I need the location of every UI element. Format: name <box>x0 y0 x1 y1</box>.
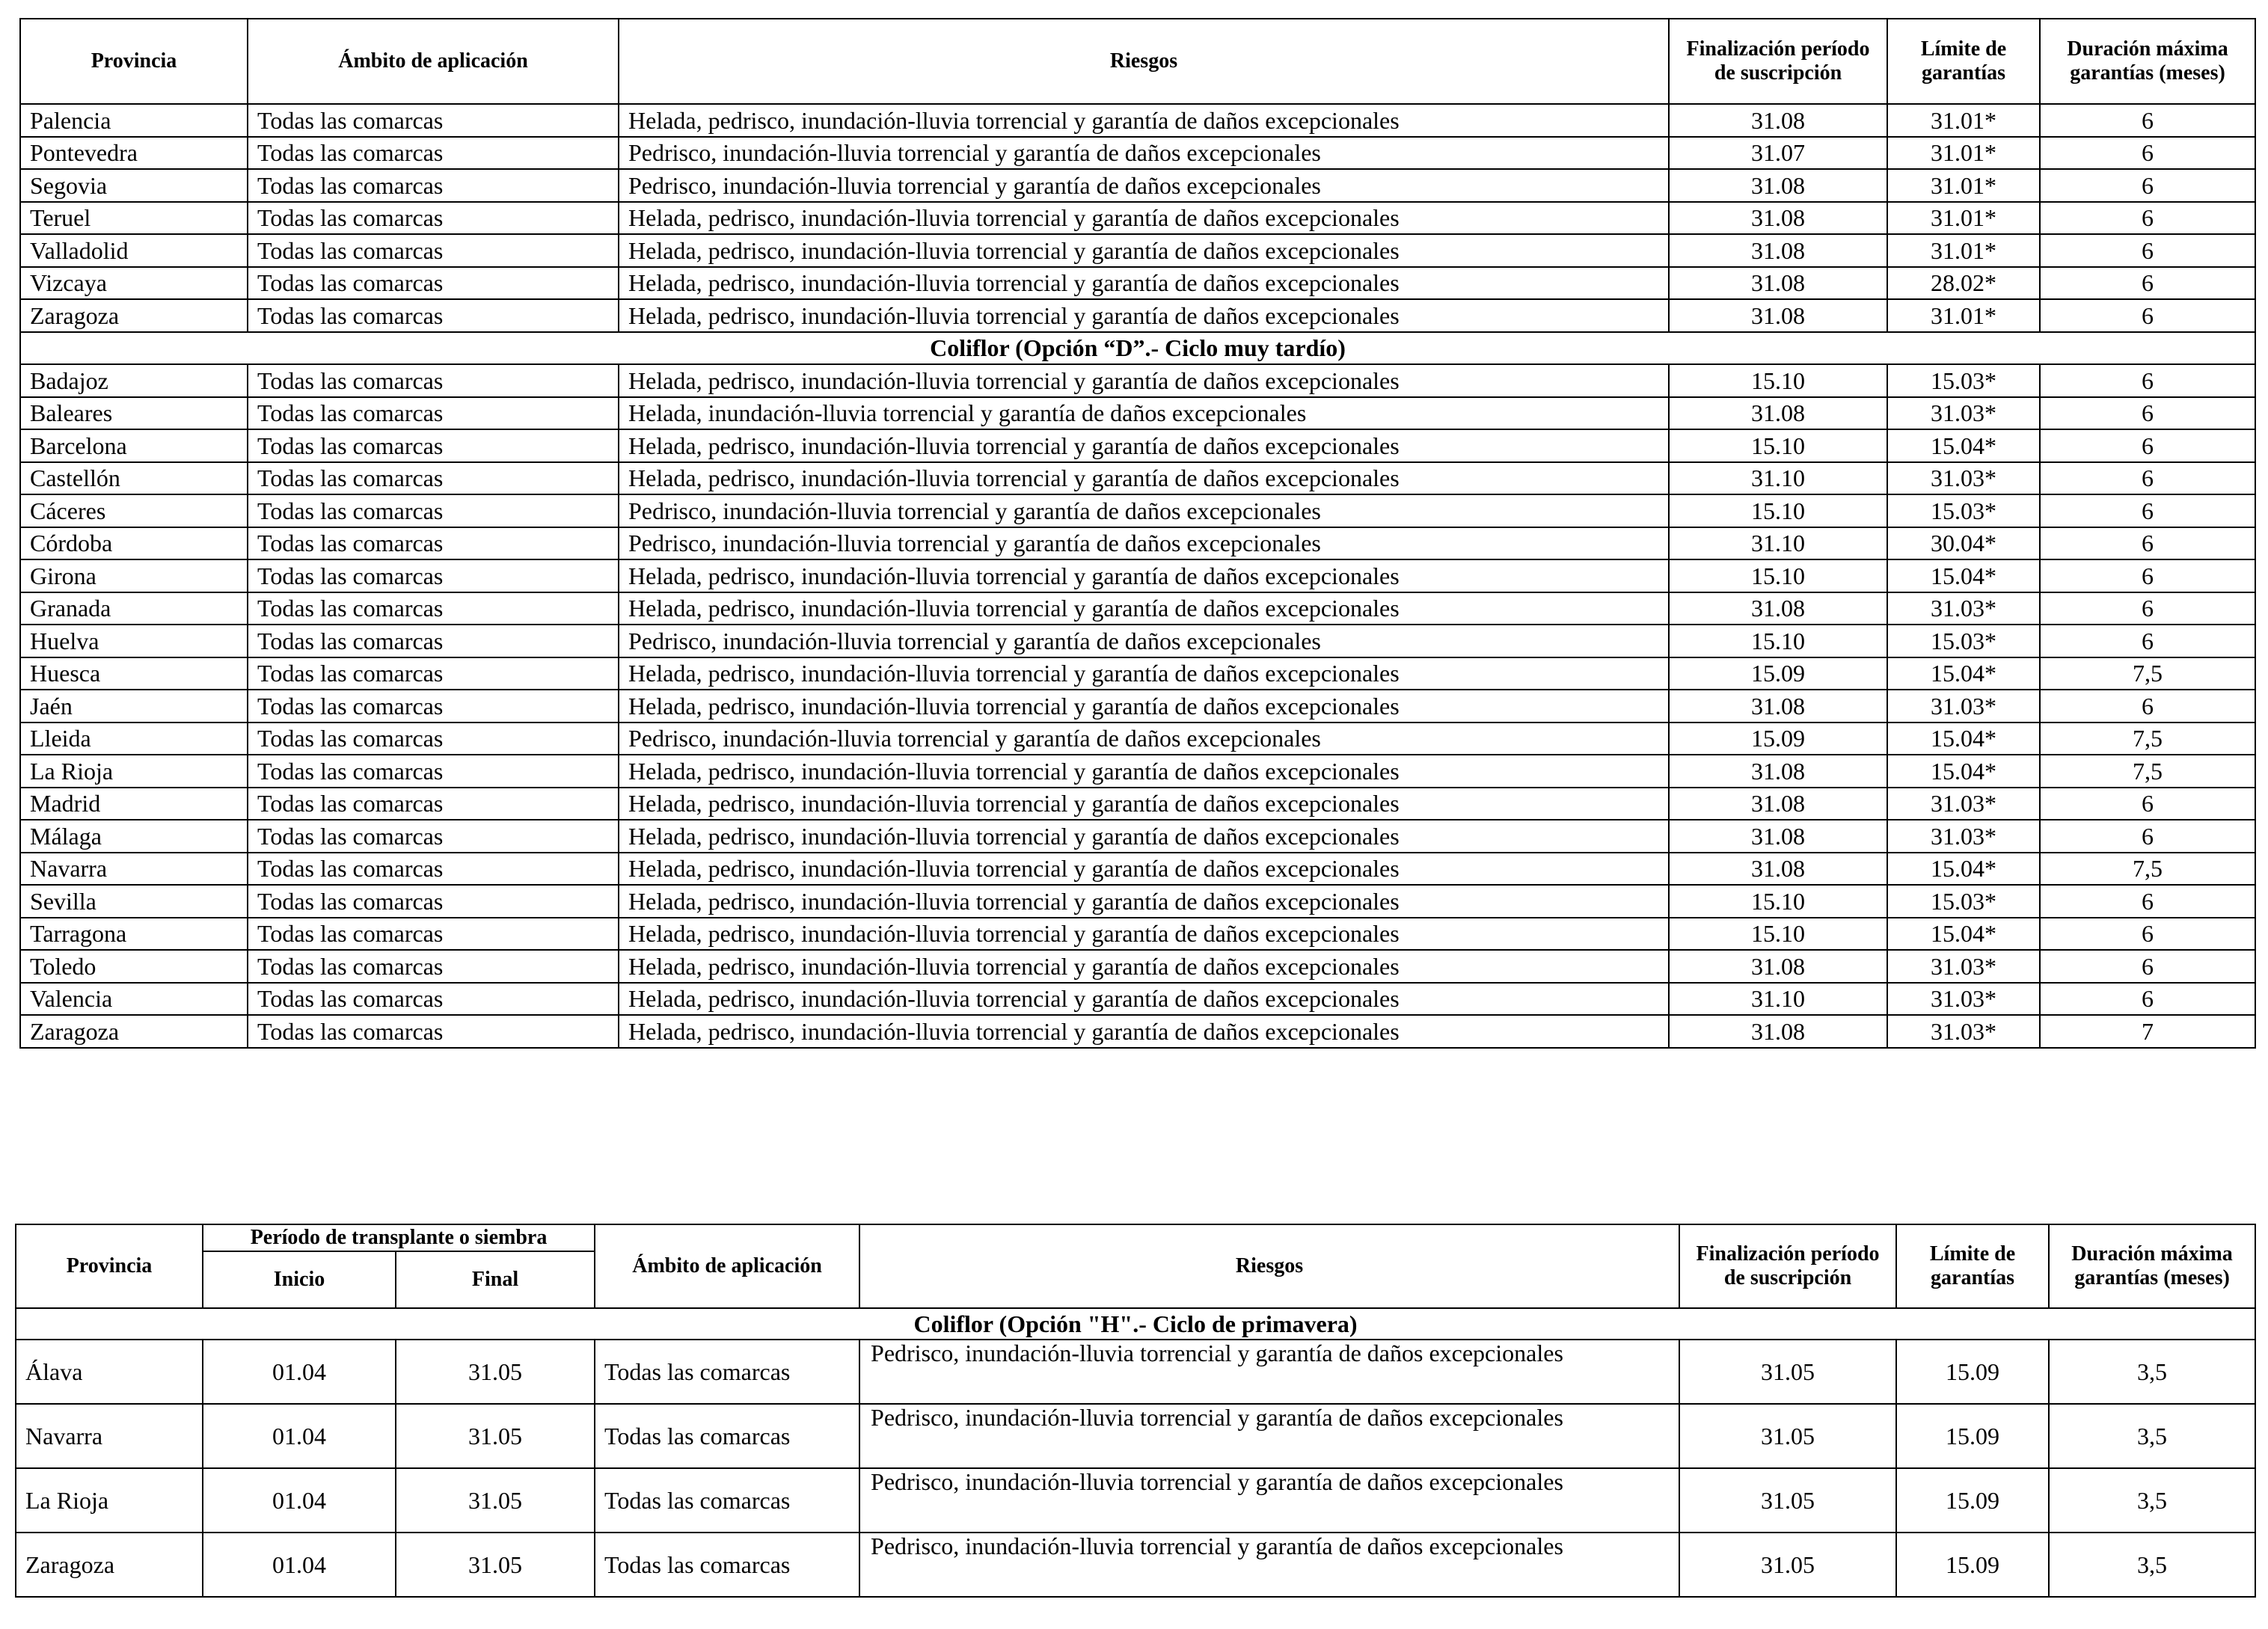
duracion-cell: 6 <box>2040 494 2255 527</box>
riesgos-cell: Pedrisco, inundación-lluvia torrencial y garantía de daños excepcionales <box>859 1468 1679 1533</box>
duracion-cell: 6 <box>2040 820 2255 853</box>
finalizacion-cell: 15.10 <box>1669 494 1887 527</box>
duracion-cell: 3,5 <box>2049 1533 2255 1597</box>
header-ambito: Ámbito de aplicación <box>248 19 619 104</box>
provincia-cell: Valladolid <box>20 234 248 267</box>
ambito-cell: Todas las comarcas <box>248 755 619 788</box>
ambito-cell: Todas las comarcas <box>248 462 619 495</box>
finalizacion-cell: 31.08 <box>1669 104 1887 137</box>
riesgos-cell: Helada, pedrisco, inundación-lluvia torrencial y garantía de daños excepcionales <box>619 202 1669 235</box>
provincia-cell: Badajoz <box>20 364 248 397</box>
provincia-cell: Huelva <box>20 625 248 657</box>
provincia-cell: Málaga <box>20 820 248 853</box>
table-row <box>20 853 2255 886</box>
finalizacion-cell: 31.08 <box>1669 202 1887 235</box>
provincia-cell: Barcelona <box>20 429 248 462</box>
provincia-cell: Toledo <box>20 950 248 983</box>
section-row <box>20 332 2255 365</box>
riesgos-cell: Helada, pedrisco, inundación-lluvia torrencial y garantía de daños excepcionales <box>619 918 1669 951</box>
duracion-cell: 6 <box>2040 364 2255 397</box>
limite-cell: 31.03* <box>1887 690 2040 723</box>
riesgos-cell: Helada, pedrisco, inundación-lluvia torrencial y garantía de daños excepcionales <box>619 690 1669 723</box>
header-finalizacion: Finalización período de suscripción <box>1679 1224 1896 1308</box>
finalizacion-cell: 31.05 <box>1679 1404 1896 1468</box>
finalizacion-cell: 31.08 <box>1669 820 1887 853</box>
header-finalizacion: Finalización período de suscripción <box>1669 19 1887 104</box>
ambito-cell: Todas las comarcas <box>248 527 619 560</box>
finalizacion-cell: 15.10 <box>1669 918 1887 951</box>
provincia-cell: Teruel <box>20 202 248 235</box>
provincia-cell: Baleares <box>20 397 248 430</box>
finalizacion-cell: 31.08 <box>1669 169 1887 202</box>
header-inicio: Inicio <box>203 1251 396 1308</box>
finalizacion-cell: 15.10 <box>1669 364 1887 397</box>
ambito-cell: Todas las comarcas <box>248 202 619 235</box>
ambito-cell: Todas las comarcas <box>248 657 619 690</box>
finalizacion-cell: 31.10 <box>1669 462 1887 495</box>
limite-cell: 28.02* <box>1887 267 2040 300</box>
header-provincia: Provincia <box>16 1224 203 1308</box>
table-row <box>20 137 2255 170</box>
table-row <box>20 723 2255 755</box>
duracion-cell: 6 <box>2040 983 2255 1016</box>
table-row <box>20 299 2255 332</box>
provincia-cell: Castellón <box>20 462 248 495</box>
riesgos-cell: Helada, pedrisco, inundación-lluvia torrencial y garantía de daños excepcionales <box>619 234 1669 267</box>
table-row <box>20 755 2255 788</box>
table-row <box>16 1468 2255 1533</box>
table-row <box>16 1533 2255 1597</box>
duracion-cell: 7,5 <box>2040 723 2255 755</box>
table-row <box>20 267 2255 300</box>
finalizacion-cell: 31.08 <box>1669 234 1887 267</box>
limite-cell: 31.01* <box>1887 299 2040 332</box>
provincia-cell: Zaragoza <box>20 299 248 332</box>
inicio-cell: 01.04 <box>203 1404 396 1468</box>
insurance-table-d <box>19 18 2256 1049</box>
header-duracion: Duración máxima garantías (meses) <box>2040 19 2255 104</box>
table-row <box>16 1340 2255 1404</box>
limite-cell: 15.09 <box>1896 1404 2049 1468</box>
table-row <box>20 494 2255 527</box>
riesgos-cell: Helada, pedrisco, inundación-lluvia torrencial y garantía de daños excepcionales <box>619 267 1669 300</box>
duracion-cell: 7,5 <box>2040 657 2255 690</box>
provincia-cell: Lleida <box>20 723 248 755</box>
duracion-cell: 6 <box>2040 788 2255 820</box>
riesgos-cell: Helada, pedrisco, inundación-lluvia torrencial y garantía de daños excepcionales <box>619 592 1669 625</box>
duracion-cell: 6 <box>2040 885 2255 918</box>
duracion-cell: 6 <box>2040 429 2255 462</box>
header-limite: Límite de garantías <box>1887 19 2040 104</box>
duracion-cell: 6 <box>2040 267 2255 300</box>
limite-cell: 31.01* <box>1887 202 2040 235</box>
table-body-h <box>16 1340 2255 1597</box>
finalizacion-cell: 31.08 <box>1669 755 1887 788</box>
limite-cell: 15.09 <box>1896 1340 2049 1404</box>
duracion-cell: 6 <box>2040 137 2255 170</box>
duracion-cell: 3,5 <box>2049 1468 2255 1533</box>
riesgos-cell: Helada, pedrisco, inundación-lluvia torrencial y garantía de daños excepcionales <box>619 788 1669 820</box>
ambito-cell: Todas las comarcas <box>248 267 619 300</box>
ambito-cell: Todas las comarcas <box>248 137 619 170</box>
limite-cell: 15.04* <box>1887 918 2040 951</box>
provincia-cell: Palencia <box>20 104 248 137</box>
limite-cell: 30.04* <box>1887 527 2040 560</box>
ambito-cell: Todas las comarcas <box>248 950 619 983</box>
header-final: Final <box>396 1251 595 1308</box>
limite-cell: 31.03* <box>1887 983 2040 1016</box>
finalizacion-cell: 15.10 <box>1669 559 1887 592</box>
ambito-cell: Todas las comarcas <box>248 169 619 202</box>
limite-cell: 15.03* <box>1887 625 2040 657</box>
provincia-cell: Girona <box>20 559 248 592</box>
ambito-cell: Todas las comarcas <box>248 853 619 886</box>
provincia-cell: Álava <box>16 1340 203 1404</box>
table-row <box>20 527 2255 560</box>
table-body-b <box>20 364 2255 1048</box>
duracion-cell: 3,5 <box>2049 1340 2255 1404</box>
table-row <box>20 104 2255 137</box>
ambito-cell: Todas las comarcas <box>248 885 619 918</box>
riesgos-cell: Helada, pedrisco, inundación-lluvia torrencial y garantía de daños excepcionales <box>619 1015 1669 1048</box>
riesgos-cell: Helada, pedrisco, inundación-lluvia torrencial y garantía de daños excepcionales <box>619 755 1669 788</box>
duracion-cell: 6 <box>2040 592 2255 625</box>
table-body-a <box>20 104 2255 332</box>
finalizacion-cell: 31.08 <box>1669 950 1887 983</box>
riesgos-cell: Pedrisco, inundación-lluvia torrencial y garantía de daños excepcionales <box>859 1533 1679 1597</box>
riesgos-cell: Pedrisco, inundación-lluvia torrencial y garantía de daños excepcionales <box>619 527 1669 560</box>
limite-cell: 15.04* <box>1887 429 2040 462</box>
table-row <box>20 657 2255 690</box>
ambito-cell: Todas las comarcas <box>595 1468 859 1533</box>
provincia-cell: Navarra <box>20 853 248 886</box>
table-row <box>20 202 2255 235</box>
riesgos-cell: Helada, pedrisco, inundación-lluvia torrencial y garantía de daños excepcionales <box>619 559 1669 592</box>
riesgos-cell: Helada, pedrisco, inundación-lluvia torrencial y garantía de daños excepcionales <box>619 299 1669 332</box>
ambito-cell: Todas las comarcas <box>248 494 619 527</box>
table-row <box>20 397 2255 430</box>
provincia-cell: Zaragoza <box>16 1533 203 1597</box>
table-row <box>20 918 2255 951</box>
section-title-d: Coliflor (Opción “D”.- Ciclo muy tardío) <box>20 332 2255 365</box>
table-row <box>20 690 2255 723</box>
duracion-cell: 6 <box>2040 527 2255 560</box>
section-title-h: Coliflor (Opción "H".- Ciclo de primavera) <box>16 1308 2255 1340</box>
insurance-table-h <box>15 1224 2256 1598</box>
ambito-cell: Todas las comarcas <box>248 983 619 1016</box>
riesgos-cell: Pedrisco, inundación-lluvia torrencial y garantía de daños excepcionales <box>859 1404 1679 1468</box>
table-row <box>20 885 2255 918</box>
duracion-cell: 6 <box>2040 169 2255 202</box>
final-cell: 31.05 <box>396 1404 595 1468</box>
header-row <box>20 19 2255 104</box>
finalizacion-cell: 15.10 <box>1669 429 1887 462</box>
duracion-cell: 6 <box>2040 397 2255 430</box>
riesgos-cell: Helada, pedrisco, inundación-lluvia torrencial y garantía de daños excepcionales <box>619 364 1669 397</box>
finalizacion-cell: 15.10 <box>1669 625 1887 657</box>
ambito-cell: Todas las comarcas <box>248 559 619 592</box>
riesgos-cell: Helada, pedrisco, inundación-lluvia torrencial y garantía de daños excepcionales <box>619 429 1669 462</box>
table-row <box>20 950 2255 983</box>
limite-cell: 31.03* <box>1887 950 2040 983</box>
limite-cell: 15.03* <box>1887 885 2040 918</box>
ambito-cell: Todas las comarcas <box>248 299 619 332</box>
riesgos-cell: Pedrisco, inundación-lluvia torrencial y garantía de daños excepcionales <box>859 1340 1679 1404</box>
provincia-cell: Cáceres <box>20 494 248 527</box>
duracion-cell: 3,5 <box>2049 1404 2255 1468</box>
finalizacion-cell: 15.09 <box>1669 723 1887 755</box>
ambito-cell: Todas las comarcas <box>248 625 619 657</box>
limite-cell: 31.01* <box>1887 234 2040 267</box>
header-ambito: Ámbito de aplicación <box>595 1224 859 1308</box>
riesgos-cell: Pedrisco, inundación-lluvia torrencial y garantía de daños excepcionales <box>619 723 1669 755</box>
header-periodo: Período de transplante o siembra <box>203 1224 595 1251</box>
limite-cell: 31.03* <box>1887 820 2040 853</box>
ambito-cell: Todas las comarcas <box>595 1340 859 1404</box>
duracion-cell: 6 <box>2040 104 2255 137</box>
finalizacion-cell: 31.05 <box>1679 1340 1896 1404</box>
table-row <box>20 625 2255 657</box>
provincia-cell: Huesca <box>20 657 248 690</box>
duracion-cell: 6 <box>2040 462 2255 495</box>
header-duracion: Duración máxima garantías (meses) <box>2049 1224 2255 1308</box>
inicio-cell: 01.04 <box>203 1340 396 1404</box>
riesgos-cell: Helada, inundación-lluvia torrencial y garantía de daños excepcionales <box>619 397 1669 430</box>
limite-cell: 15.09 <box>1896 1533 2049 1597</box>
ambito-cell: Todas las comarcas <box>248 788 619 820</box>
header-riesgos: Riesgos <box>619 19 1669 104</box>
provincia-cell: Segovia <box>20 169 248 202</box>
riesgos-cell: Pedrisco, inundación-lluvia torrencial y garantía de daños excepcionales <box>619 494 1669 527</box>
provincia-cell: Sevilla <box>20 885 248 918</box>
header-riesgos: Riesgos <box>859 1224 1679 1308</box>
riesgos-cell: Helada, pedrisco, inundación-lluvia torrencial y garantía de daños excepcionales <box>619 950 1669 983</box>
duracion-cell: 7 <box>2040 1015 2255 1048</box>
table-row <box>20 788 2255 820</box>
ambito-cell: Todas las comarcas <box>248 1015 619 1048</box>
riesgos-cell: Helada, pedrisco, inundación-lluvia torrencial y garantía de daños excepcionales <box>619 853 1669 886</box>
final-cell: 31.05 <box>396 1468 595 1533</box>
ambito-cell: Todas las comarcas <box>595 1533 859 1597</box>
limite-cell: 31.01* <box>1887 169 2040 202</box>
riesgos-cell: Pedrisco, inundación-lluvia torrencial y garantía de daños excepcionales <box>619 137 1669 170</box>
duracion-cell: 6 <box>2040 299 2255 332</box>
final-cell: 31.05 <box>396 1340 595 1404</box>
duracion-cell: 7,5 <box>2040 755 2255 788</box>
table-row <box>20 592 2255 625</box>
riesgos-cell: Helada, pedrisco, inundación-lluvia torrencial y garantía de daños excepcionales <box>619 885 1669 918</box>
header-limite: Límite de garantías <box>1896 1224 2049 1308</box>
finalizacion-cell: 31.08 <box>1669 853 1887 886</box>
riesgos-cell: Pedrisco, inundación-lluvia torrencial y garantía de daños excepcionales <box>619 625 1669 657</box>
riesgos-cell: Pedrisco, inundación-lluvia torrencial y garantía de daños excepcionales <box>619 169 1669 202</box>
table-row <box>20 1015 2255 1048</box>
riesgos-cell: Helada, pedrisco, inundación-lluvia torrencial y garantía de daños excepcionales <box>619 462 1669 495</box>
table-row <box>20 820 2255 853</box>
ambito-cell: Todas las comarcas <box>248 820 619 853</box>
riesgos-cell: Helada, pedrisco, inundación-lluvia torrencial y garantía de daños excepcionales <box>619 820 1669 853</box>
provincia-cell: Tarragona <box>20 918 248 951</box>
limite-cell: 15.04* <box>1887 657 2040 690</box>
finalizacion-cell: 15.09 <box>1669 657 1887 690</box>
duracion-cell: 6 <box>2040 625 2255 657</box>
duracion-cell: 6 <box>2040 690 2255 723</box>
ambito-cell: Todas las comarcas <box>248 690 619 723</box>
finalizacion-cell: 31.10 <box>1669 983 1887 1016</box>
table-row <box>20 462 2255 495</box>
finalizacion-cell: 31.08 <box>1669 267 1887 300</box>
finalizacion-cell: 31.08 <box>1669 592 1887 625</box>
limite-cell: 15.04* <box>1887 723 2040 755</box>
limite-cell: 15.04* <box>1887 559 2040 592</box>
ambito-cell: Todas las comarcas <box>595 1404 859 1468</box>
provincia-cell: Valencia <box>20 983 248 1016</box>
table-row <box>20 983 2255 1016</box>
provincia-cell: La Rioja <box>16 1468 203 1533</box>
limite-cell: 15.04* <box>1887 755 2040 788</box>
header-row-1 <box>16 1224 2255 1251</box>
finalizacion-cell: 31.08 <box>1669 690 1887 723</box>
provincia-cell: Zaragoza <box>20 1015 248 1048</box>
ambito-cell: Todas las comarcas <box>248 104 619 137</box>
section-row <box>16 1308 2255 1340</box>
ambito-cell: Todas las comarcas <box>248 918 619 951</box>
duracion-cell: 6 <box>2040 559 2255 592</box>
riesgos-cell: Helada, pedrisco, inundación-lluvia torrencial y garantía de daños excepcionales <box>619 104 1669 137</box>
header-provincia: Provincia <box>20 19 248 104</box>
table-row <box>20 234 2255 267</box>
inicio-cell: 01.04 <box>203 1533 396 1597</box>
provincia-cell: Madrid <box>20 788 248 820</box>
limite-cell: 15.03* <box>1887 364 2040 397</box>
finalizacion-cell: 31.07 <box>1669 137 1887 170</box>
riesgos-cell: Helada, pedrisco, inundación-lluvia torrencial y garantía de daños excepcionales <box>619 657 1669 690</box>
provincia-cell: La Rioja <box>20 755 248 788</box>
table-row <box>16 1404 2255 1468</box>
limite-cell: 15.09 <box>1896 1468 2049 1533</box>
ambito-cell: Todas las comarcas <box>248 723 619 755</box>
limite-cell: 15.04* <box>1887 853 2040 886</box>
duracion-cell: 6 <box>2040 234 2255 267</box>
table-row <box>20 559 2255 592</box>
finalizacion-cell: 15.10 <box>1669 885 1887 918</box>
provincia-cell: Navarra <box>16 1404 203 1468</box>
provincia-cell: Pontevedra <box>20 137 248 170</box>
finalizacion-cell: 31.08 <box>1669 397 1887 430</box>
limite-cell: 31.01* <box>1887 137 2040 170</box>
riesgos-cell: Helada, pedrisco, inundación-lluvia torrencial y garantía de daños excepcionales <box>619 983 1669 1016</box>
inicio-cell: 01.04 <box>203 1468 396 1533</box>
limite-cell: 31.03* <box>1887 462 2040 495</box>
final-cell: 31.05 <box>396 1533 595 1597</box>
limite-cell: 31.01* <box>1887 104 2040 137</box>
finalizacion-cell: 31.10 <box>1669 527 1887 560</box>
duracion-cell: 7,5 <box>2040 853 2255 886</box>
limite-cell: 31.03* <box>1887 592 2040 625</box>
ambito-cell: Todas las comarcas <box>248 364 619 397</box>
finalizacion-cell: 31.05 <box>1679 1533 1896 1597</box>
finalizacion-cell: 31.05 <box>1679 1468 1896 1533</box>
table-row <box>20 429 2255 462</box>
duracion-cell: 6 <box>2040 202 2255 235</box>
table-row <box>20 169 2255 202</box>
provincia-cell: Granada <box>20 592 248 625</box>
ambito-cell: Todas las comarcas <box>248 592 619 625</box>
duracion-cell: 6 <box>2040 950 2255 983</box>
limite-cell: 31.03* <box>1887 397 2040 430</box>
ambito-cell: Todas las comarcas <box>248 234 619 267</box>
limite-cell: 31.03* <box>1887 788 2040 820</box>
finalizacion-cell: 31.08 <box>1669 1015 1887 1048</box>
limite-cell: 31.03* <box>1887 1015 2040 1048</box>
ambito-cell: Todas las comarcas <box>248 397 619 430</box>
duracion-cell: 6 <box>2040 918 2255 951</box>
provincia-cell: Vizcaya <box>20 267 248 300</box>
finalizacion-cell: 31.08 <box>1669 788 1887 820</box>
provincia-cell: Jaén <box>20 690 248 723</box>
ambito-cell: Todas las comarcas <box>248 429 619 462</box>
limite-cell: 15.03* <box>1887 494 2040 527</box>
provincia-cell: Córdoba <box>20 527 248 560</box>
table-row <box>20 364 2255 397</box>
finalizacion-cell: 31.08 <box>1669 299 1887 332</box>
